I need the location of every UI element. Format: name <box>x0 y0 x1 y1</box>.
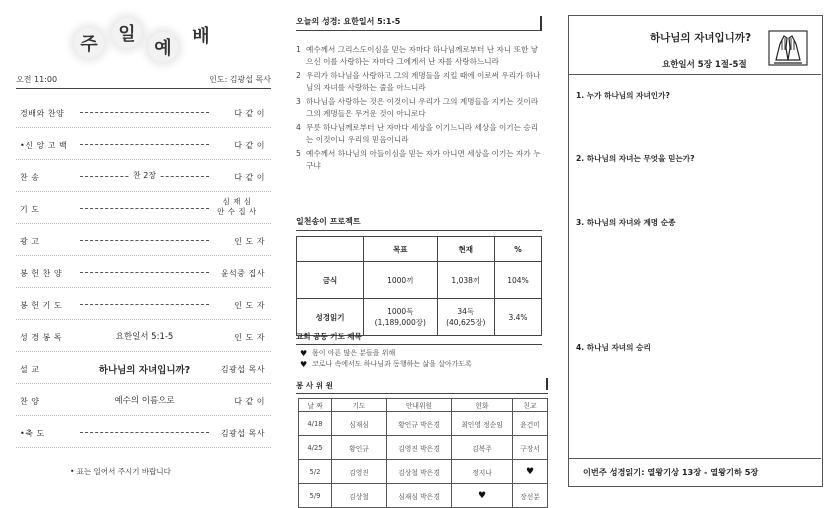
verse-number: 5 <box>296 149 301 158</box>
table-row <box>299 436 548 460</box>
title-char: 배 <box>186 20 216 50</box>
table-cell: 104% <box>495 262 542 299</box>
order-row <box>16 321 271 352</box>
scripture-heading-text: 오늘의 성경: 요한일서 5:1-5 <box>296 17 401 26</box>
sermon-notes-reference: 요한일서 5장 1절-5절 <box>662 60 747 70</box>
question-item: 4. 하나님 자녀의 승리 <box>576 343 651 352</box>
scripture-verses <box>296 44 542 174</box>
order-who: 다 같 이 <box>234 397 265 406</box>
servants-table <box>298 398 548 508</box>
order-label: •신 앙 고 백 <box>20 141 68 150</box>
service-info <box>16 74 271 89</box>
table-row <box>299 484 548 508</box>
weekly-reading: 이번주 성경읽기: 열왕기상 13장 - 열왕기하 5장 <box>583 467 759 477</box>
verse-text: 하나님을 사랑하는 것은 이것이니 우리가 그의 계명들을 지키는 것이라 그의 계명들은 무거운 것이 아니로다 <box>306 97 539 118</box>
order-label: 찬 송 <box>20 173 40 182</box>
table-cell: 김영진 박은경 <box>387 436 452 460</box>
order-label: •축 도 <box>20 429 45 438</box>
sermon-notes-panel <box>568 15 823 487</box>
order-row <box>16 257 271 288</box>
order-who: 인 도 자 <box>234 301 265 310</box>
project-heading: 일천송이 프로젝트 <box>296 216 542 231</box>
leader-line <box>80 304 209 305</box>
table-row <box>297 299 542 336</box>
order-who: 인 도 자 <box>234 333 265 342</box>
panel-divider <box>568 458 821 459</box>
table-header: 친교 <box>513 399 548 412</box>
verse-number: 3 <box>296 97 301 106</box>
order-middle: 요한일서 5:1-5 <box>115 332 174 342</box>
question-item: 2. 하나님의 자녀는 무엇을 믿는가? <box>576 154 695 163</box>
table-cell: 5/9 <box>299 484 332 508</box>
table-cell: 윤건미 <box>513 412 548 436</box>
table-header: 안내위원 <box>387 399 452 412</box>
heart-icon: ♥ <box>452 484 513 508</box>
table-cell: 황인규 박은경 <box>387 412 452 436</box>
servants-heading-text: 봉 사 위 원 <box>296 381 333 390</box>
table-header: % <box>495 237 542 262</box>
prayer-heading: 교회 공동 기도 제목 <box>296 331 542 345</box>
order-row <box>16 289 271 320</box>
order-who: 김광섭 목사 <box>220 365 265 374</box>
prayer-item: ♥ 몸이 아픈 많은 분들을 위해 <box>300 348 546 359</box>
order-row <box>16 161 271 192</box>
title-char: 예 <box>148 32 178 62</box>
table-cell: 김복주 <box>452 436 513 460</box>
standing-note: • 표는 일어서 주시기 바랍니다 <box>70 467 171 476</box>
worship-title <box>60 18 240 60</box>
table-cell: 황인규 <box>332 436 387 460</box>
order-label: 설 교 <box>20 365 40 374</box>
table-cell: 1000끼 <box>364 262 438 299</box>
leader-line <box>80 208 209 209</box>
table-cell: 김영진 <box>332 460 387 484</box>
leader-line <box>80 240 209 241</box>
prayer-list <box>300 348 546 370</box>
verse <box>296 148 542 171</box>
verse-text: 예수께서 그리스도이심을 믿는 자마다 하나님께로부터 난 자니 또한 낳으신 이를 사랑하는 자마다 그에게서 난 자를 사랑하느니라 <box>306 45 539 66</box>
leader-line <box>80 144 209 145</box>
order-middle: 찬 2장 <box>129 171 160 180</box>
heart-icon: ♥ <box>513 460 548 484</box>
order-label: 찬 양 <box>20 397 40 406</box>
order-row <box>16 97 271 128</box>
servants-heading <box>296 380 548 394</box>
order-label: 봉 헌 찬 양 <box>20 269 63 278</box>
verse-number: 1 <box>296 45 301 54</box>
order-who: 심 재 심 안 수 집 사 <box>217 197 257 216</box>
question-item: 3. 하나님의 자녀와 계명 순종 <box>576 218 676 227</box>
table-cell: 1,038끼 <box>437 262 494 299</box>
table-cell: 4/25 <box>299 436 332 460</box>
project-table <box>296 236 542 336</box>
table-cell: 34독 (40,625장) <box>437 299 494 336</box>
verse-number: 4 <box>296 123 301 132</box>
sermon-notes-title: 하나님의 자녀입니까? <box>650 32 752 44</box>
table-cell: 정지나 <box>452 460 513 484</box>
table-cell: 심재심 <box>332 412 387 436</box>
table-cell: 김상철 박은경 <box>387 460 452 484</box>
leader-line <box>80 272 209 273</box>
panel-divider <box>568 74 821 75</box>
order-row <box>16 385 271 416</box>
verse <box>296 96 542 119</box>
table-cell: 금식 <box>297 262 364 299</box>
title-char: 주 <box>74 28 104 58</box>
service-time: 오전 11:00 <box>16 75 58 84</box>
order-label: 광 고 <box>20 237 40 246</box>
service-leader: 인도: 김광섭 목사 <box>209 75 271 84</box>
heading-bar <box>540 16 542 30</box>
praying-hands-icon <box>768 30 808 66</box>
order-who: 인 도 자 <box>234 237 265 246</box>
verse <box>296 122 542 145</box>
order-label: 봉 헌 기 도 <box>20 301 63 310</box>
order-who: 다 같 이 <box>234 109 265 118</box>
order-row <box>16 225 271 256</box>
table-header: 날 짜 <box>299 399 332 412</box>
verse-text: 우리가 하나님을 사랑하고 그의 계명들을 지킬 때에 이로써 우리가 하나님의 자녀를 사랑하는 줄을 아느니라 <box>306 71 541 92</box>
order-who: 다 같 이 <box>234 173 265 182</box>
table-cell: 5/2 <box>299 460 332 484</box>
table-cell: 구장서 <box>513 436 548 460</box>
title-char: 일 <box>112 18 142 48</box>
table-cell: 성경읽기 <box>297 299 364 336</box>
table-header <box>297 237 364 262</box>
table-header: 기도 <box>332 399 387 412</box>
order-who: 윤석중 집사 <box>220 269 265 278</box>
table-header-row <box>299 399 548 412</box>
table-cell: 최인영 정순임 <box>452 412 513 436</box>
verse <box>296 70 542 93</box>
question-item: 1. 누가 하나님의 자녀인가? <box>576 91 670 100</box>
order-row <box>16 193 271 224</box>
order-row <box>16 129 271 160</box>
table-cell: 1000독 (1,189,000장) <box>364 299 438 336</box>
order-row <box>16 417 271 448</box>
verse-text: 무릇 하나님께로부터 난 자마다 세상을 이기느니라 세상을 이기는 승리는 이것이니 우리의 믿음이니라 <box>306 123 539 144</box>
sermon-title: 하나님의 자녀입니까? <box>98 365 191 376</box>
leader-line <box>80 112 209 113</box>
leader-line <box>80 432 209 433</box>
prayer-item: ♥ 코로나 속에서도 하나님과 동행하는 삶을 살아가도록 <box>300 359 546 370</box>
table-header-row <box>297 237 542 262</box>
table-cell: 심재심 박은경 <box>387 484 452 508</box>
table-header: 헌화 <box>452 399 513 412</box>
table-row <box>299 412 548 436</box>
verse-number: 2 <box>296 71 301 80</box>
table-header: 현재 <box>437 237 494 262</box>
table-row <box>299 460 548 484</box>
table-cell: 장선분 <box>513 484 548 508</box>
table-cell: 김상철 <box>332 484 387 508</box>
table-cell: 3.4% <box>495 299 542 336</box>
order-who: 김광섭 목사 <box>220 429 265 438</box>
scripture-heading <box>296 16 542 31</box>
order-label: 경배와 찬양 <box>20 109 65 118</box>
verse-text: 예수께서 하나님의 아들이심을 믿는 자가 아니면 세상을 이기는 자가 누구냐 <box>306 149 541 170</box>
table-header: 목표 <box>364 237 438 262</box>
order-who: 다 같 이 <box>234 141 265 150</box>
table-row <box>297 262 542 299</box>
table-cell: 4/18 <box>299 412 332 436</box>
order-middle: 예수의 이름으로 <box>114 396 175 406</box>
order-label: 성 경 봉 독 <box>20 333 63 342</box>
order-label: 기 도 <box>20 205 40 214</box>
verse <box>296 44 542 67</box>
heading-bar <box>546 378 548 390</box>
order-row <box>16 353 271 384</box>
